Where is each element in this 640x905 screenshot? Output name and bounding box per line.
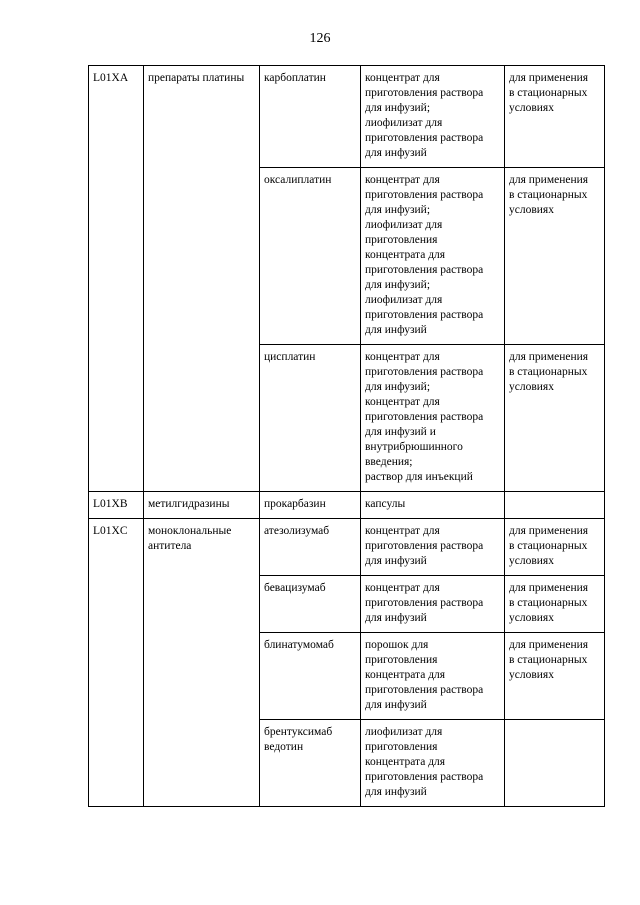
usage-note-cell: для применения в стационарных условиях: [505, 576, 605, 633]
usage-note-cell: для применения в стационарных условиях: [505, 168, 605, 345]
table-row: [89, 492, 605, 519]
drug-name-cell: атезолизумаб: [260, 519, 361, 576]
dosage-form-cell: капсулы: [361, 492, 505, 519]
drug-name-cell: брентуксимаб ведотин: [260, 720, 361, 807]
drug-group-cell: моноклональные антитела: [144, 519, 260, 807]
usage-note-cell: для применения в стационарных условиях: [505, 345, 605, 492]
atc-code-cell: L01XC: [89, 519, 144, 807]
drug-group-cell: препараты платины: [144, 66, 260, 492]
drug-group-cell: метилгидразины: [144, 492, 260, 519]
table-row: [89, 66, 605, 168]
atc-code-cell: L01XA: [89, 66, 144, 492]
usage-note-cell: для применения в стационарных условиях: [505, 633, 605, 720]
dosage-form-cell: концентрат для приготовления раствора для инфузий; концентрат для приготовления раствора для инфузий и внутрибрюшинного введения; раствор для инъекций: [361, 345, 505, 492]
dosage-form-cell: лиофилизат для приготовления концентрата для приготовления раствора для инфузий: [361, 720, 505, 807]
dosage-form-cell: концентрат для приготовления раствора для инфузий; лиофилизат для приготовления концентрата для приготовления раствора для инфузий; лиофилизат для приготовления раствора для инфузий: [361, 168, 505, 345]
usage-note-cell: [505, 720, 605, 807]
drug-name-cell: блинатумомаб: [260, 633, 361, 720]
usage-note-cell: для применения в стационарных условиях: [505, 519, 605, 576]
drug-name-cell: бевацизумаб: [260, 576, 361, 633]
drug-name-cell: карбоплатин: [260, 66, 361, 168]
drug-name-cell: прокарбазин: [260, 492, 361, 519]
usage-note-cell: для применения в стационарных условиях: [505, 66, 605, 168]
table-row: [89, 519, 605, 576]
dosage-form-cell: концентрат для приготовления раствора для инфузий: [361, 576, 505, 633]
page-number: 126: [309, 31, 331, 46]
dosage-form-cell: концентрат для приготовления раствора для инфузий: [361, 519, 505, 576]
dosage-form-cell: концентрат для приготовления раствора для инфузий; лиофилизат для приготовления раствора для инфузий: [361, 66, 505, 168]
dosage-form-cell: порошок для приготовления концентрата для приготовления раствора для инфузий: [361, 633, 505, 720]
atc-code-cell: L01XB: [89, 492, 144, 519]
usage-note-cell: [505, 492, 605, 519]
drug-name-cell: цисплатин: [260, 345, 361, 492]
drug-table: [88, 65, 605, 807]
drug-name-cell: оксалиплатин: [260, 168, 361, 345]
